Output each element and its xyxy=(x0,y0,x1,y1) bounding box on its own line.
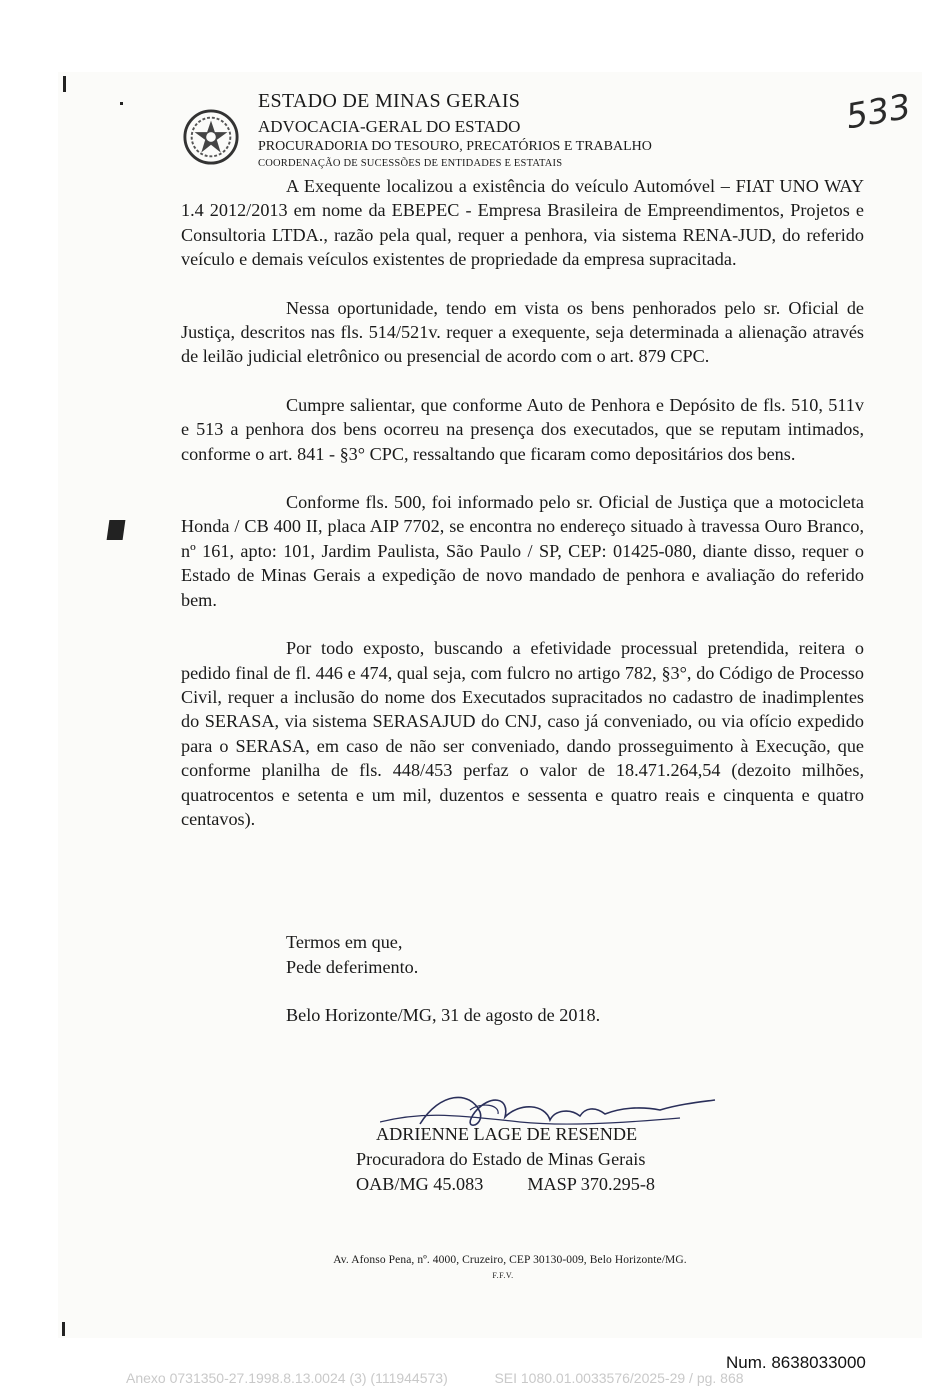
footer-address: Av. Afonso Pena, nº. 4000, Cruzeiro, CEP 30130-009, Belo Horizonte/MG. xyxy=(333,1254,687,1266)
anexo-reference: Anexo 0731350-27.1998.8.13.0024 (3) (111944573) xyxy=(126,1370,448,1386)
signature-block xyxy=(356,1122,716,1197)
paragraph: A Exequente localizou a existência do veículo Automóvel – FIAT UNO WAY 1.4 2012/2013 em nome da EBEPEC - Empresa Brasileira de Empreendimentos, Projetos e Consultoria LTDA., razão pela qual, requer a penhora, via sistema RENA-JUD, do referido veículo e demais veículos existentes de propriedade da empresa supracitada. xyxy=(181,176,864,270)
scan-mark-bottom-left xyxy=(62,1322,65,1336)
signatory-role: Procuradora do Estado de Minas Gerais xyxy=(356,1149,646,1169)
paragraph: Nessa oportunidade, tendo em vista os bens penhorados pelo sr. Oficial de Justiça, descritos nas fls. 514/521v. requer a exequente, seja determinada a alienação através de leilão judicial eletrônico ou presencial de acordo com o art. 879 CPC. xyxy=(181,297,864,367)
sei-reference: SEI 1080.01.0033576/2025-29 / pg. 868 xyxy=(494,1370,744,1386)
place-date: Belo Horizonte/MG, 31 de agosto de 2018. xyxy=(286,1005,601,1025)
scan-mark-left-square xyxy=(107,520,126,540)
letterhead-state: ESTADO DE MINAS GERAIS xyxy=(258,90,521,112)
closing-line-2: Pede deferimento. xyxy=(286,957,419,977)
signatory-oab: OAB/MG 45.083 xyxy=(356,1174,484,1194)
paragraph: Cumpre salientar, que conforme Auto de Penhora e Depósito de fls. 510, 511v e 513 a penhora dos bens ocorreu na presença dos executados, que se reputam intimados, conforme o art. 841 - §3° CPC, ressaltando que ficaram como depositários dos bens. xyxy=(181,394,864,464)
petition-body xyxy=(181,174,864,855)
signatory-name: ADRIENNE LAGE DE RESENDE xyxy=(376,1124,638,1144)
sei-footer xyxy=(126,1370,744,1386)
letterhead-coordenacao: COORDENAÇÃO DE SUCESSÕES DE ENTIDADES E ESTATAIS xyxy=(258,158,563,169)
letterhead-procuradoria: PROCURADORIA DO TESOURO, PRECATÓRIOS E TRABALHO xyxy=(258,139,652,154)
closing-line-1: Termos em que, xyxy=(286,932,403,952)
paragraph: Por todo exposto, buscando a efetividade processual pretendida, reitera o pedido final de fl. 446 e 474, qual seja, com fulcro no artigo 782, §3°, do Código de Processo Civil, requer a inclusão do nome dos Executados supracitados no cadastro de inadimplentes do SERASA, via sistema SERASAJUD do CNJ, caso já conveniado, ou via ofício expedido para o SERASA, em caso de não ser conveniado, dando prosseguimento à Execução, que conforme planilha de fls. 448/453 perfaz o valor de 18.471.264,54 (dezoito milhões, quatrocentos e setenta e um mil, duzentos e sessenta e quatro reais e cinquenta e quatro centavos). xyxy=(181,638,864,829)
letterhead xyxy=(258,88,858,171)
scan-dot xyxy=(120,102,123,105)
scan-mark-top-left xyxy=(63,76,66,92)
signatory-masp: MASP 370.295-8 xyxy=(527,1174,655,1194)
state-seal-icon xyxy=(182,108,240,166)
paragraph: Conforme fls. 500, foi informado pelo sr. Oficial de Justiça que a motocicleta Honda / CB 400 II, placa AIP 7702, se encontra no endereço situado à travessa Ouro Branco, nº 161, apto: 101, Jardim Paulista, São Paulo / SP, CEP: 01425-080, diante disso, requer o Estado de Minas Gerais a expedição de novo mandado de penhora e avaliação do referido bem. xyxy=(181,492,864,610)
footer-initials: F.F.V. xyxy=(492,1271,514,1280)
document-number-stamp: Num. 8638033000 xyxy=(726,1353,866,1372)
handwritten-page-number: 533 xyxy=(843,86,914,138)
letterhead-agency: ADVOCACIA-GERAL DO ESTADO xyxy=(258,117,521,136)
